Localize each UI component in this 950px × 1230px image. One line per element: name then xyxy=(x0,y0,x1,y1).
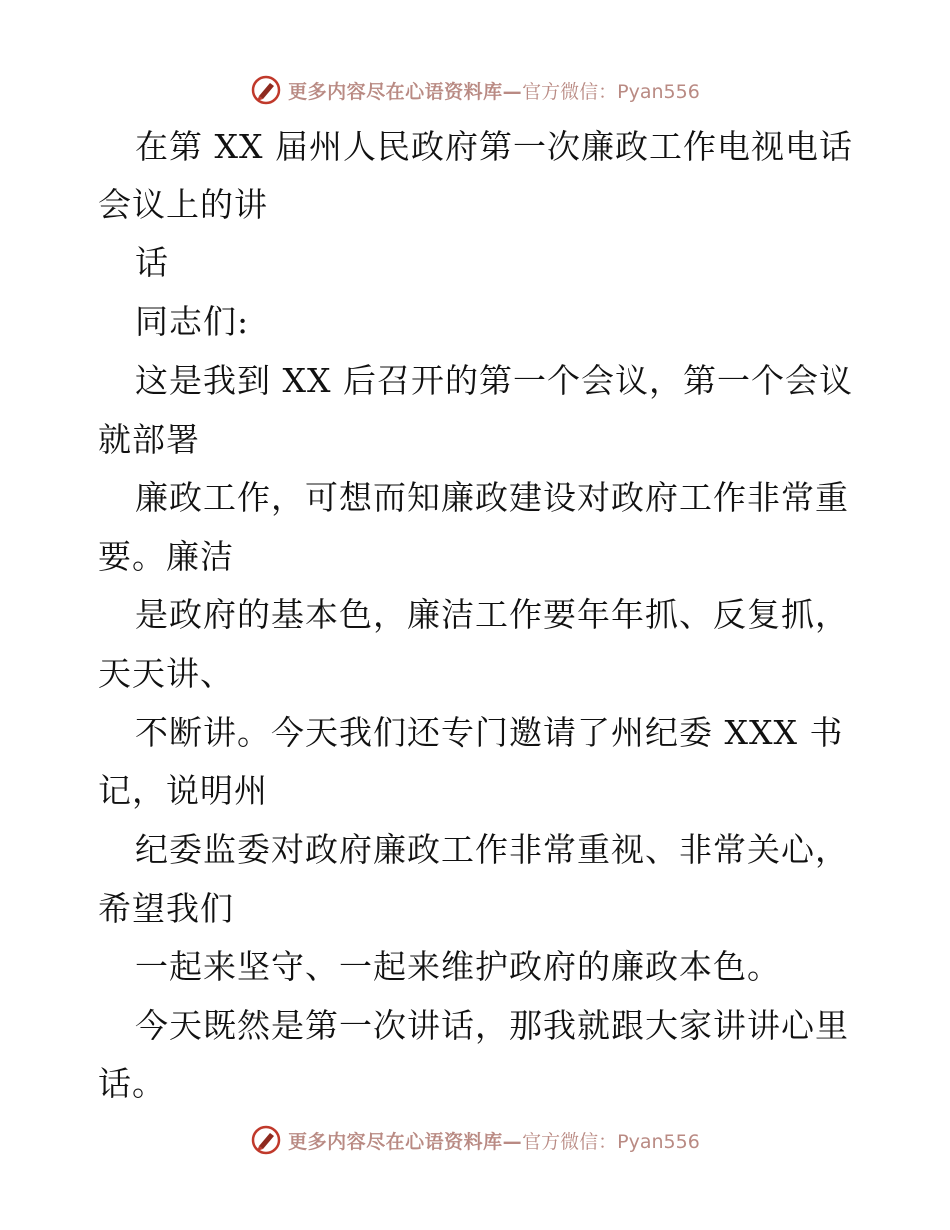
footer-banner-text: 更多内容尽在心语资料库— xyxy=(288,1130,523,1153)
text-line: 在第 XX 届州人民政府第一次廉政工作电视电话 xyxy=(135,127,853,166)
text-line: 是政府的基本色，廉洁工作要年年抓、反复抓， xyxy=(135,595,849,634)
text-line: 一起来坚守、一起来维护政府的廉政本色。 xyxy=(135,947,781,986)
text-line: 纪委监委对政府廉政工作非常重视、非常关心， xyxy=(135,830,849,869)
text-line: 话。 xyxy=(98,1064,166,1103)
text-line: 这是我到 XX 后召开的第一个会议，第一个会议 xyxy=(135,361,853,400)
footer-banner xyxy=(0,1120,950,1160)
text-line: 要。廉洁 xyxy=(98,537,234,576)
footer-banner-wechat: 官方微信：Pyan556 xyxy=(522,1130,700,1153)
text-line: 记，说明州 xyxy=(98,771,268,810)
text-line: 话 xyxy=(135,243,169,282)
text-line: 廉政工作，可想而知廉政建设对政府工作非常重 xyxy=(135,478,849,517)
pen-logo-icon xyxy=(250,74,282,106)
text-line: 天天讲、 xyxy=(98,654,234,693)
text-line: 不断讲。今天我们还专门邀请了州纪委 XXX 书 xyxy=(135,713,844,752)
header-banner-wechat: 官方微信：Pyan556 xyxy=(522,80,700,103)
header-banner xyxy=(0,70,950,110)
text-line: 今天既然是第一次讲话，那我就跟大家讲讲心里 xyxy=(135,1006,849,1045)
text-line: 希望我们 xyxy=(98,889,234,928)
text-line: 同志们: xyxy=(135,302,250,341)
text-line: 就部署 xyxy=(98,420,200,459)
header-banner-text: 更多内容尽在心语资料库— xyxy=(288,80,523,103)
text-line: 会议上的讲 xyxy=(98,185,268,224)
pen-logo-icon xyxy=(250,1124,282,1156)
